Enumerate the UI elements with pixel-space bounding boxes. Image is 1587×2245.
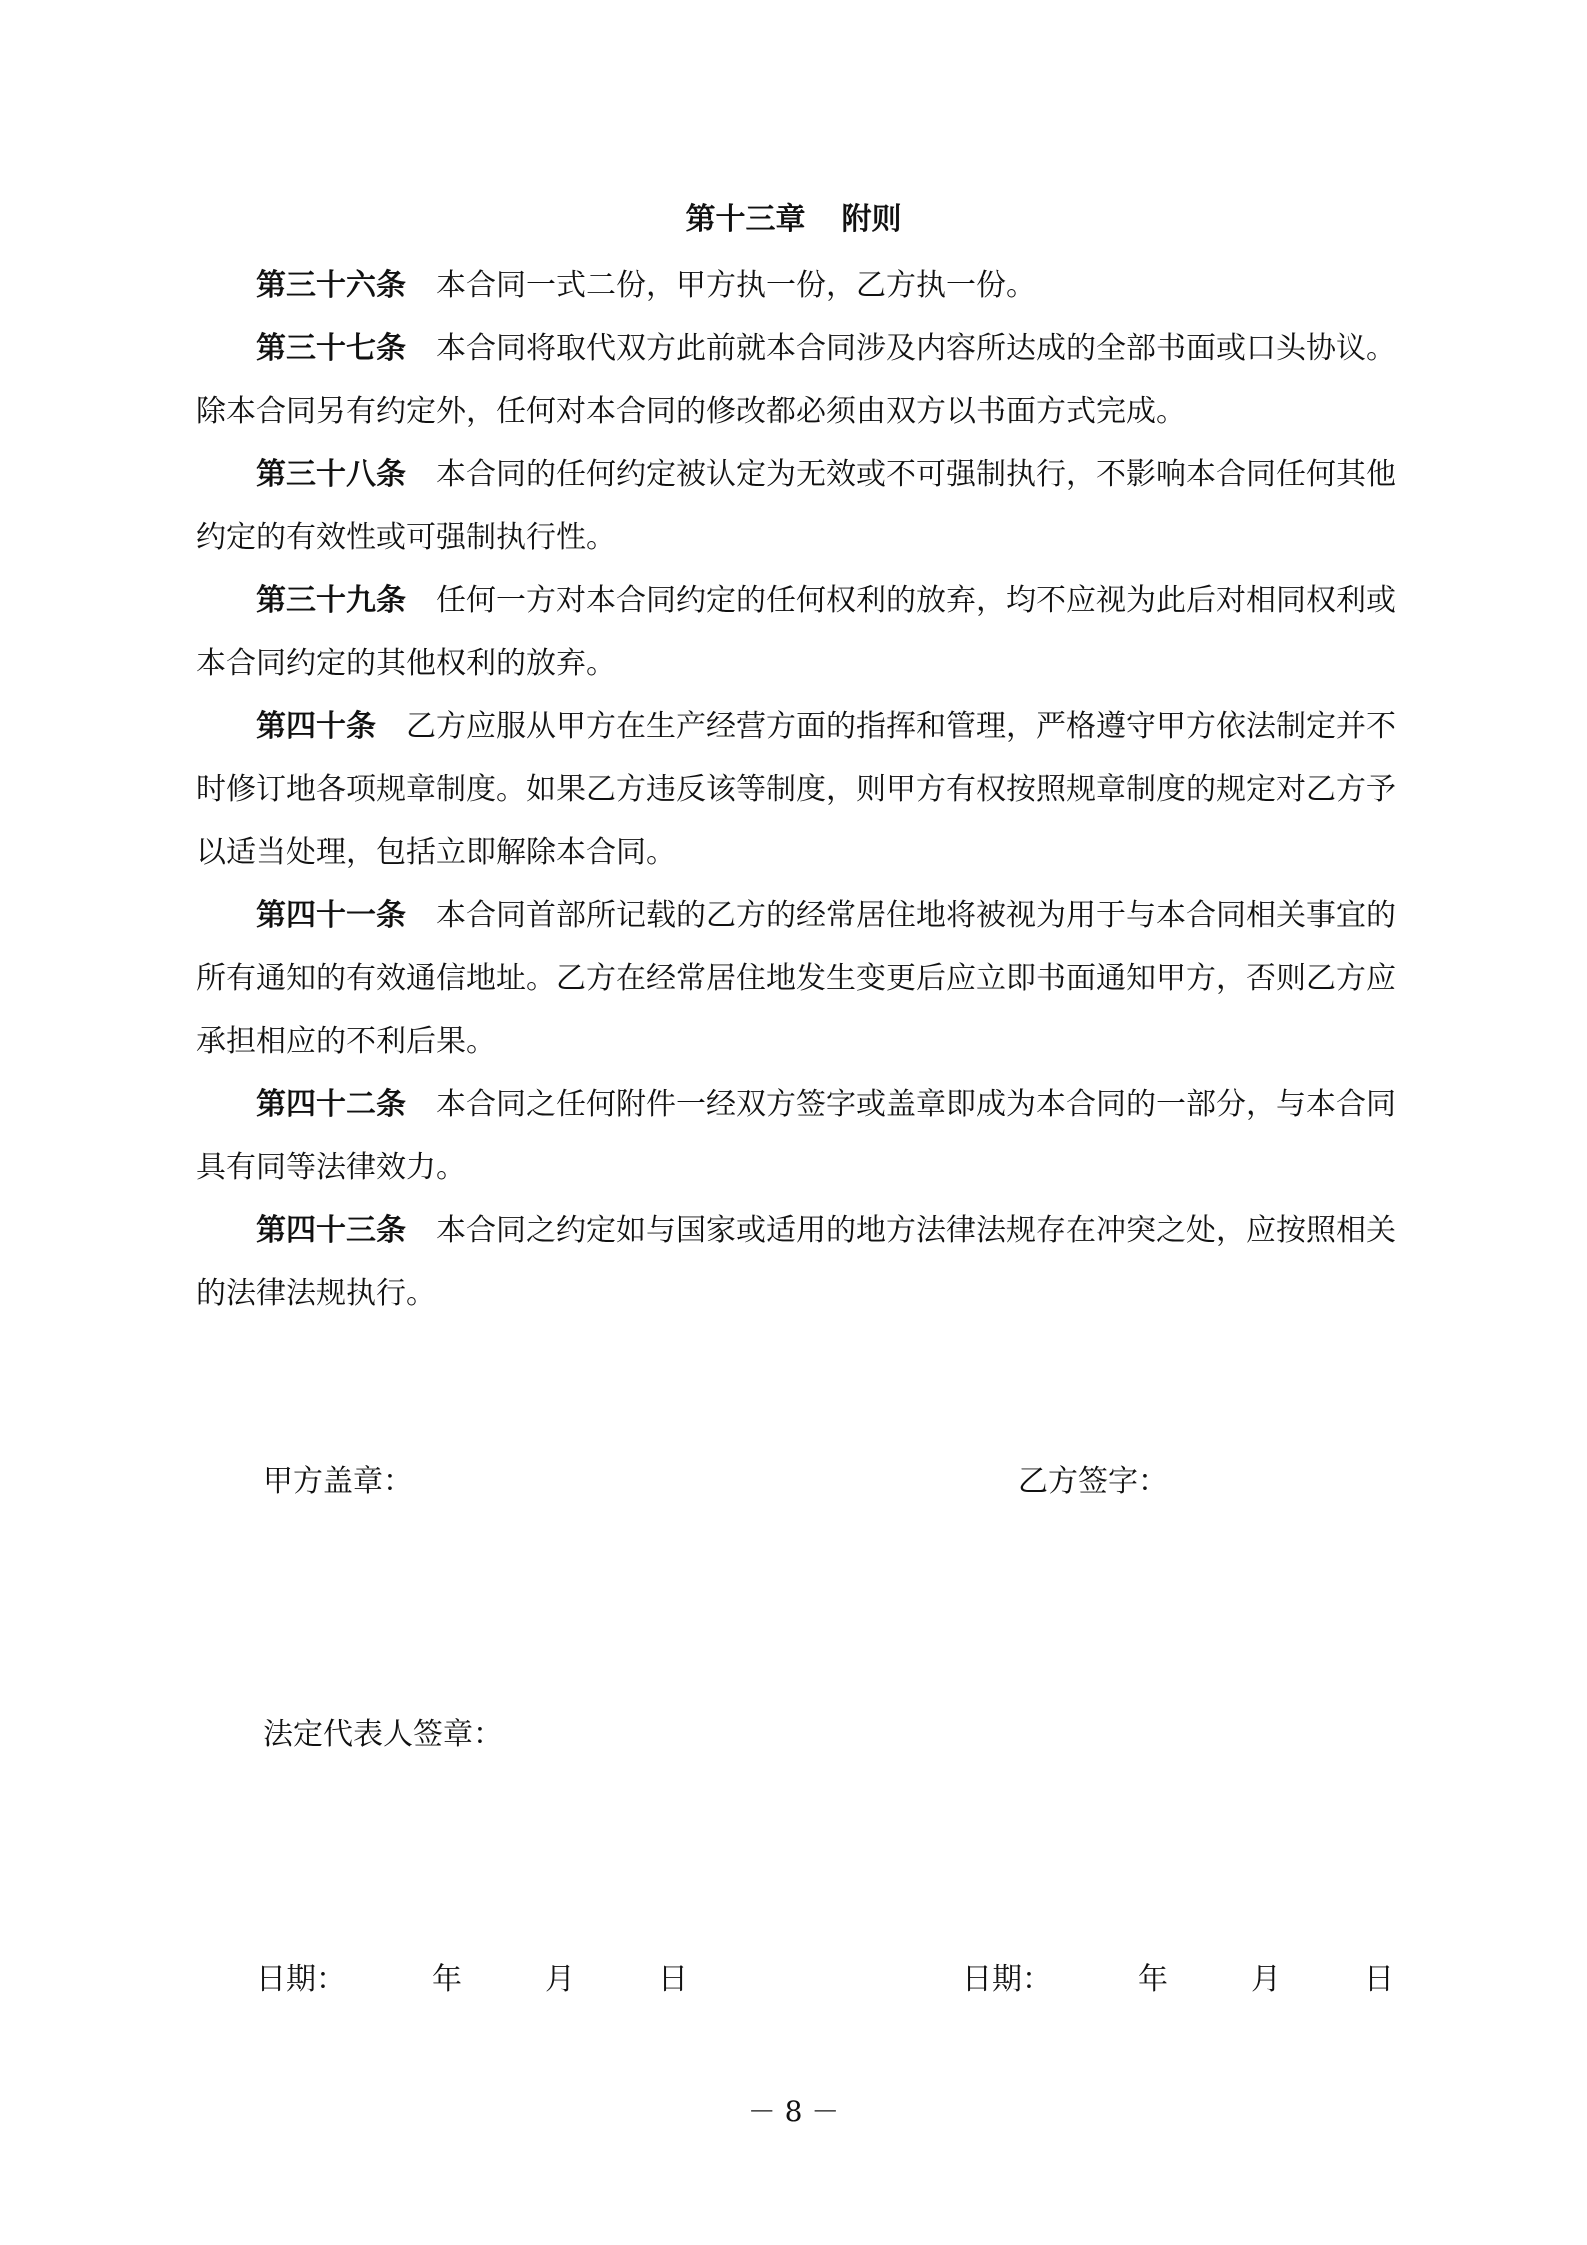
clause-text: 乙方应服从甲方在生产经营方面的指挥和管理，严格遵守甲方依法制定并不时修订地各项规章制度。如果乙方违反该等制度，则甲方有权按照规章制度的规定对乙方予以适当处理，包括立即解除本合同。 bbox=[196, 709, 1396, 870]
clause-text: 本合同将取代双方此前就本合同涉及内容所达成的全部书面或口头协议。除本合同另有约定外，任何对本合同的修改都必须由双方以书面方式完成。 bbox=[196, 331, 1396, 429]
clause-number: 第四十三条 bbox=[256, 1213, 406, 1248]
party-a-seal-label: 甲方盖章： bbox=[263, 1464, 413, 1499]
page-number: － 8 － bbox=[747, 2095, 840, 2128]
clause-36 bbox=[196, 254, 1396, 317]
clause-number: 第三十九条 bbox=[256, 583, 406, 618]
clause-number: 第四十二条 bbox=[256, 1087, 406, 1122]
clause-text: 本合同之约定如与国家或适用的地方法律法规存在冲突之处，应按照相关的法律法规执行。 bbox=[196, 1213, 1396, 1311]
party-b-date-year: 年 bbox=[1138, 1962, 1168, 1997]
party-a-date-year: 年 bbox=[432, 1962, 462, 1997]
clause-number: 第三十六条 bbox=[256, 268, 406, 303]
party-b-date-month: 月 bbox=[1251, 1962, 1281, 1997]
clause-41 bbox=[196, 884, 1396, 1073]
clause-40 bbox=[196, 695, 1396, 884]
clause-text: 任何一方对本合同约定的任何权利的放弃，均不应视为此后对相同权利或本合同约定的其他权利的放弃。 bbox=[196, 583, 1396, 681]
party-b-sign-label: 乙方签字： bbox=[1018, 1464, 1168, 1499]
clause-text: 本合同一式二份，甲方执一份，乙方执一份。 bbox=[436, 268, 1036, 303]
clause-text: 本合同首部所记载的乙方的经常居住地将被视为用于与本合同相关事宜的所有通知的有效通信地址。乙方在经常居住地发生变更后应立即书面通知甲方，否则乙方应承担相应的不利后果。 bbox=[196, 898, 1396, 1059]
chapter-heading bbox=[0, 198, 1587, 242]
clause-text: 本合同的任何约定被认定为无效或不可强制执行，不影响本合同任何其他约定的有效性或可强制执行性。 bbox=[196, 457, 1396, 555]
clause-text: 本合同之任何附件一经双方签字或盖章即成为本合同的一部分，与本合同具有同等法律效力。 bbox=[196, 1087, 1396, 1185]
chapter-title: 附则 bbox=[841, 202, 902, 237]
clause-37 bbox=[196, 317, 1396, 443]
clause-42 bbox=[196, 1073, 1396, 1199]
clause-list bbox=[196, 254, 1396, 1325]
party-b-date-day: 日 bbox=[1364, 1962, 1394, 1997]
party-a-date-month: 月 bbox=[545, 1962, 575, 1997]
clause-39 bbox=[196, 569, 1396, 695]
clause-number: 第四十一条 bbox=[256, 898, 406, 933]
clause-number: 第四十条 bbox=[256, 709, 376, 744]
clause-number: 第三十八条 bbox=[256, 457, 406, 492]
clause-number: 第三十七条 bbox=[256, 331, 406, 366]
clause-38 bbox=[196, 443, 1396, 569]
party-b-date-label: 日期： bbox=[962, 1962, 1052, 1997]
chapter-number: 第十三章 bbox=[685, 202, 806, 237]
legal-rep-seal-label: 法定代表人签章： bbox=[263, 1717, 503, 1752]
party-a-date-day: 日 bbox=[658, 1962, 688, 1997]
clause-43 bbox=[196, 1199, 1396, 1325]
party-a-date-label: 日期： bbox=[256, 1962, 346, 1997]
